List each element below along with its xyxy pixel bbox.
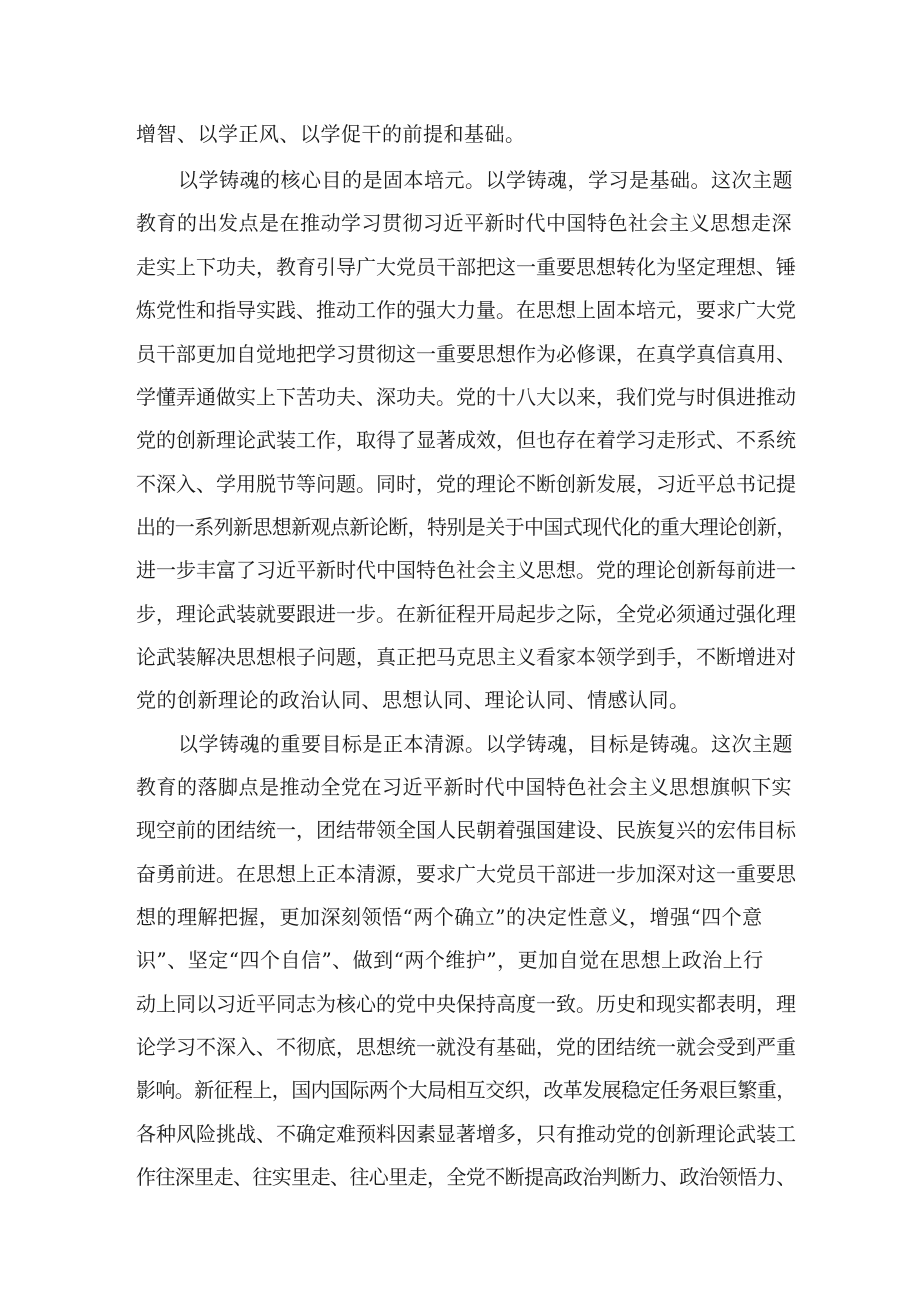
text-line: 动上同以习近平同志为核心的党中央保持高度一致。历史和现实都表明，理: [136, 992, 796, 1016]
text-line: 教育的出发点是在推动学习贯彻习近平新时代中国特色社会主义思想走深: [136, 211, 792, 235]
text-line: 不深入、学用脱节等问题。同时，党的理论不断创新发展，习近平总书记提: [136, 472, 796, 496]
text-line: 增智、以学正风、以学促干的前提和基础。: [136, 122, 526, 146]
text-line: 党的创新理论武装工作，取得了显著成效，但也存在着学习走形式、不系统: [136, 428, 796, 452]
text-line: 员干部更加自觉地把学习贯彻这一重要思想作为必修课，在真学真信真用、: [136, 342, 796, 366]
text-line: 论武装解决思想根子问题，真正把马克思主义看家本领学到手，不断增进对: [136, 645, 796, 669]
text-line: 步，理论武装就要跟进一步。在新征程开局起步之际，全党必须通过强化理: [136, 602, 796, 626]
text-line: 奋勇前进。在思想上正本清源，要求广大党员干部进一步加深对这一重要思: [136, 862, 796, 886]
text-line: 教育的落脚点是推动全党在习近平新时代中国特色社会主义思想旗帜下实: [136, 775, 792, 799]
text-line: 现空前的团结统一，团结带领全国人民朝着强国建设、民族复兴的宏伟目标: [136, 818, 796, 842]
paragraph-first-line: 以学铸魂的重要目标是正本清源。以学铸魂，目标是铸魂。这次主题: [178, 732, 793, 756]
text-line: 作往深里走、往实里走、往心里走，全党不断提高政治判断力、政治领悟力、: [136, 1165, 796, 1189]
text-line: 论学习不深入、不彻底，思想统一就没有基础，党的团结统一就会受到严重: [136, 1035, 796, 1059]
text-line: 识”、坚定“四个自信”、做到“两个维护”，更加自觉在思想上政治上行: [136, 948, 764, 972]
text-line: 炼党性和指导实践、推动工作的强大力量。在思想上固本培元，要求广大党: [136, 298, 796, 322]
text-line: 想的理解把握，更加深刻领悟“两个确立”的决定性意义，增强“四个意: [136, 905, 763, 929]
text-line: 出的一系列新思想新观点新论断，特别是关于中国式现代化的重大理论创新，: [136, 515, 796, 539]
paragraph-first-line: 以学铸魂的核心目的是固本培元。以学铸魂，学习是基础。这次主题: [178, 168, 793, 192]
text-line: 进一步丰富了习近平新时代中国特色社会主义思想。党的理论创新每前进一: [136, 558, 796, 582]
text-line: 走实上下功夫，教育引导广大党员干部把这一重要思想转化为坚定理想、锤: [136, 255, 796, 279]
text-line: 各种风险挑战、不确定难预料因素显著增多，只有推动党的创新理论武装工: [136, 1122, 796, 1146]
text-line: 学懂弄通做实上下苦功夫、深功夫。党的十八大以来，我们党与时俱进推动: [136, 385, 796, 409]
text-line: 党的创新理论的政治认同、思想认同、理论认同、情感认同。: [136, 688, 690, 712]
text-line: 影响。新征程上，国内国际两个大局相互交织，改革发展稳定任务艰巨繁重，: [136, 1078, 796, 1102]
